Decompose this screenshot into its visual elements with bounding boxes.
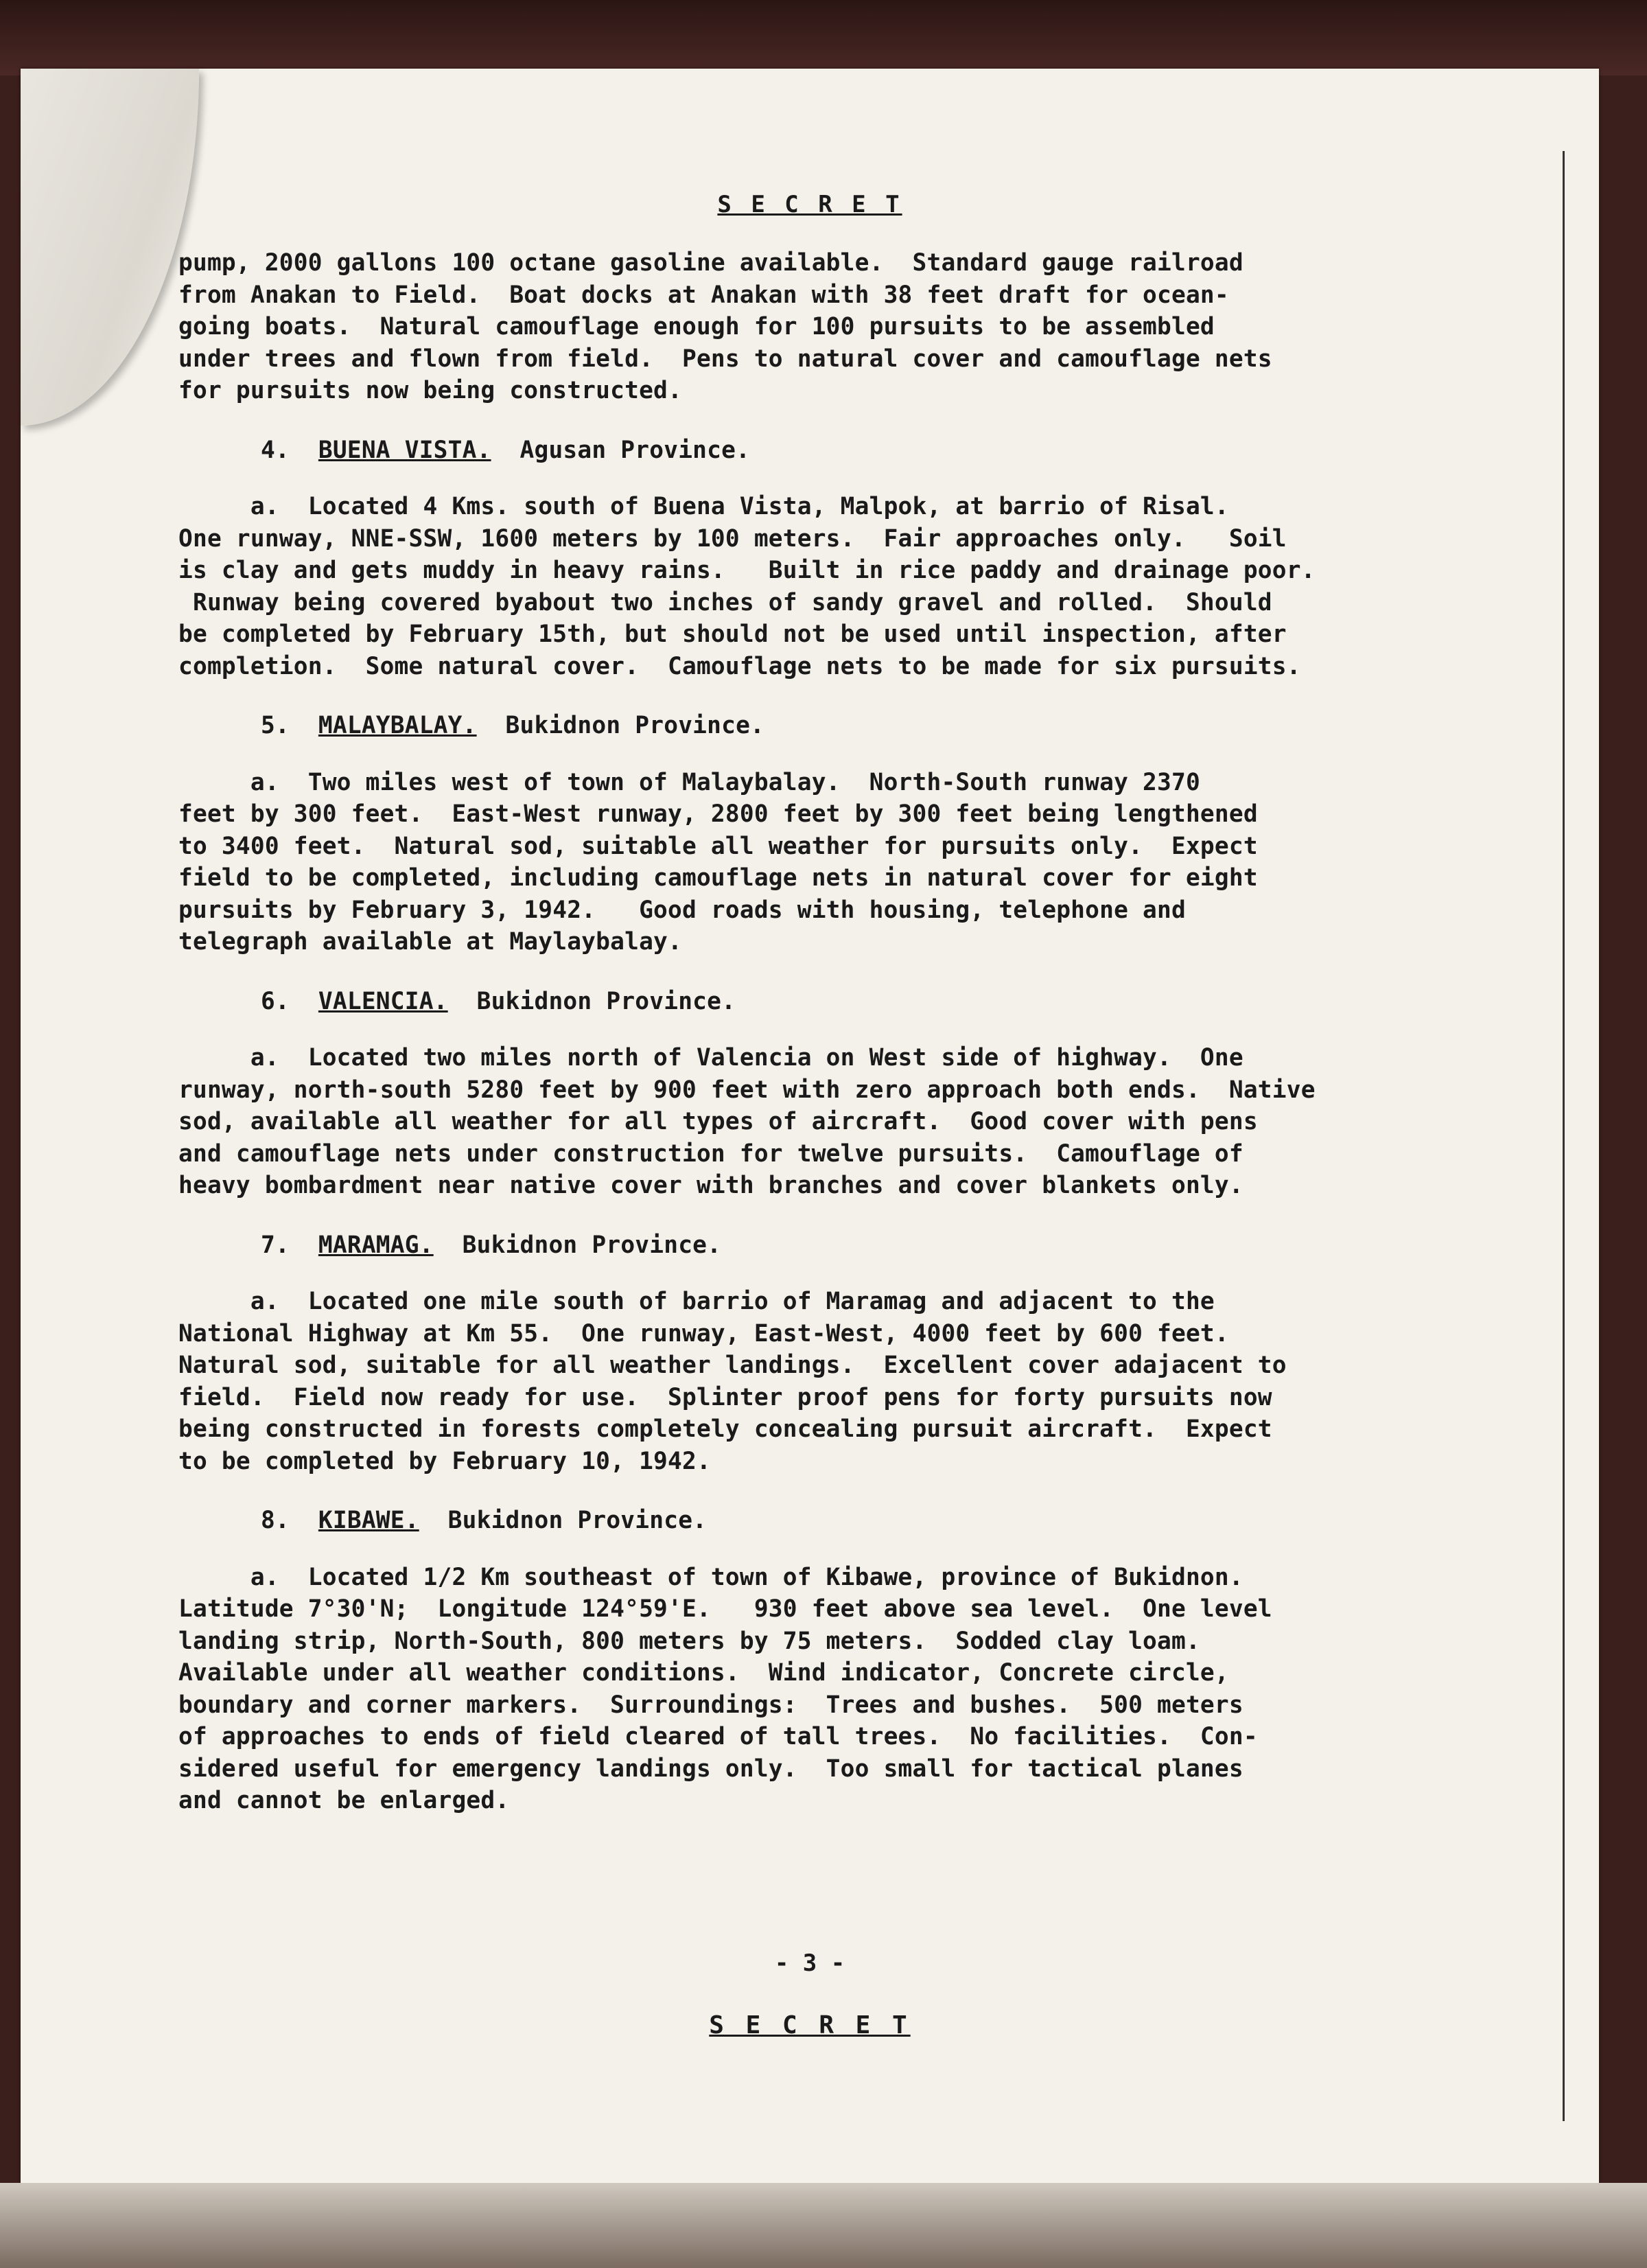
- text-line: a. Located 4 Kms. south of Buena Vista, Malpok, at barrio of Risal.: [178, 493, 1229, 520]
- section-name: MARAMAG.: [318, 1231, 434, 1259]
- section-body: [178, 491, 1503, 682]
- text-line: National Highway at Km 55. One runway, East-West, 4000 feet by 600 feet.: [178, 1319, 1229, 1347]
- section-number: 8.: [261, 1507, 290, 1534]
- text-line: going boats. Natural camouflage enough for 100 pursuits to be assembled: [178, 313, 1215, 340]
- section-name: KIBAWE.: [318, 1507, 419, 1534]
- classification-header: [21, 191, 1599, 218]
- page-number: - 3 -: [774, 1949, 845, 1977]
- section-province: Agusan Province.: [519, 436, 751, 464]
- section-province: Bukidnon Province.: [447, 1507, 708, 1534]
- page-curl: [21, 69, 199, 426]
- text-line: under trees and flown from field. Pens to natural cover and camouflage nets: [178, 345, 1272, 373]
- text-line: be completed by February 15th, but should not be used until inspection, after: [178, 621, 1287, 648]
- section-number: 7.: [261, 1231, 290, 1259]
- text-line: and camouflage nets under construction for twelve pursuits. Camouflage of: [178, 1139, 1243, 1168]
- header-classification-text: S E C R E T: [717, 191, 902, 218]
- text-line: One runway, NNE-SSW, 1600 meters by 100 meters. Fair approaches only. Soil: [178, 524, 1287, 553]
- section-province: Bukidnon Province.: [505, 712, 765, 739]
- section-heading: [178, 710, 1503, 742]
- continuation-paragraph: [178, 247, 1503, 407]
- text-line: a. Located two miles north of Valencia on West side of highway. One: [178, 1044, 1243, 1072]
- scan-background-top: [0, 0, 1647, 76]
- text-line: boundary and corner markers. Surroundings: Trees and bushes. 500 meters: [178, 1691, 1243, 1719]
- section-name: BUENA VISTA.: [318, 436, 491, 464]
- section-name: VALENCIA.: [318, 987, 448, 1015]
- text-line: is clay and gets muddy in heavy rains. Built in rice paddy and drainage poor.: [178, 557, 1316, 584]
- text-line: being constructed in forests completely concealing pursuit aircraft. Expect: [178, 1415, 1272, 1443]
- text-line: field. Field now ready for use. Splinter proof pens for forty pursuits now: [178, 1383, 1272, 1411]
- text-line: runway, north-south 5280 feet by 900 feet with zero approach both ends. Native: [178, 1076, 1316, 1104]
- sections-container: [178, 435, 1503, 1817]
- section-body: [178, 1042, 1503, 1202]
- text-line: and cannot be enlarged.: [178, 1787, 510, 1814]
- section-number: 5.: [261, 712, 290, 739]
- section-heading: [178, 1505, 1503, 1537]
- text-line: to 3400 feet. Natural sod, suitable all weather for pursuits only. Expect: [178, 832, 1258, 860]
- text-line: heavy bombardment near native cover with branches and cover blankets only.: [178, 1172, 1243, 1199]
- text-line: for pursuits now being constructed.: [178, 377, 682, 404]
- text-line: feet by 300 feet. East-West runway, 2800 feet by 300 feet being lengthened: [178, 800, 1258, 828]
- text-line: completion. Some natural cover. Camouflage nets to be made for six pursuits.: [178, 652, 1301, 680]
- footer-classification-text: S E C R E T: [709, 2011, 911, 2039]
- section-heading: [178, 1229, 1503, 1262]
- section-body: [178, 767, 1503, 958]
- text-line: telegraph available at Maylaybalay.: [178, 928, 682, 956]
- text-line: sidered useful for emergency landings only. Too small for tactical planes: [178, 1755, 1243, 1783]
- document-page: [21, 69, 1599, 2183]
- text-line: pump, 2000 gallons 100 octane gasoline available. Standard gauge railroad: [178, 249, 1243, 277]
- text-line: Available under all weather conditions. Wind indicator, Concrete circle,: [178, 1659, 1229, 1687]
- section-province: Bukidnon Province.: [476, 987, 736, 1015]
- section-body: [178, 1562, 1503, 1817]
- text-line: to be completed by February 10, 1942.: [178, 1447, 711, 1475]
- text-line: pursuits by February 3, 1942. Good roads with housing, telephone and: [178, 896, 1186, 924]
- text-line: Latitude 7°30'N; Longitude 124°59'E. 930 feet above sea level. One level: [178, 1595, 1272, 1623]
- text-line: from Anakan to Field. Boat docks at Anakan with 38 feet draft for ocean-: [178, 281, 1229, 309]
- section-body: [178, 1286, 1503, 1477]
- text-line: landing strip, North-South, 800 meters by 75 meters. Sodded clay loam.: [178, 1627, 1200, 1655]
- classification-footer: [21, 2011, 1599, 2039]
- section-number: 6.: [261, 987, 290, 1015]
- text-line: a. Located 1/2 Km southeast of town of Kibawe, province of Bukidnon.: [178, 1563, 1243, 1591]
- text-line: a. Two miles west of town of Malaybalay. North-South runway 2370: [178, 768, 1200, 796]
- text-line: of approaches to ends of field cleared of tall trees. No facilities. Con-: [178, 1723, 1258, 1750]
- page-edge-line: [1563, 151, 1565, 2121]
- section-province: Bukidnon Province.: [462, 1231, 722, 1259]
- text-line: a. Located one mile south of barrio of Maramag and adjacent to the: [178, 1288, 1215, 1315]
- section-number: 4.: [261, 436, 290, 464]
- section-heading: [178, 435, 1503, 467]
- section-name: MALAYBALAY.: [318, 712, 477, 739]
- section-heading: [178, 986, 1503, 1018]
- text-line: Runway being covered byabout two inches of sandy gravel and rolled. Should: [178, 588, 1272, 616]
- text-line: Natural sod, suitable for all weather landings. Excellent cover adajacent to: [178, 1352, 1287, 1379]
- scan-background-bottom: [0, 2183, 1647, 2268]
- text-line: sod, available all weather for all types of aircraft. Good cover with pens: [178, 1108, 1258, 1135]
- body-text: [178, 247, 1503, 1844]
- text-line: field to be completed, including camouflage nets in natural cover for eight: [178, 864, 1258, 892]
